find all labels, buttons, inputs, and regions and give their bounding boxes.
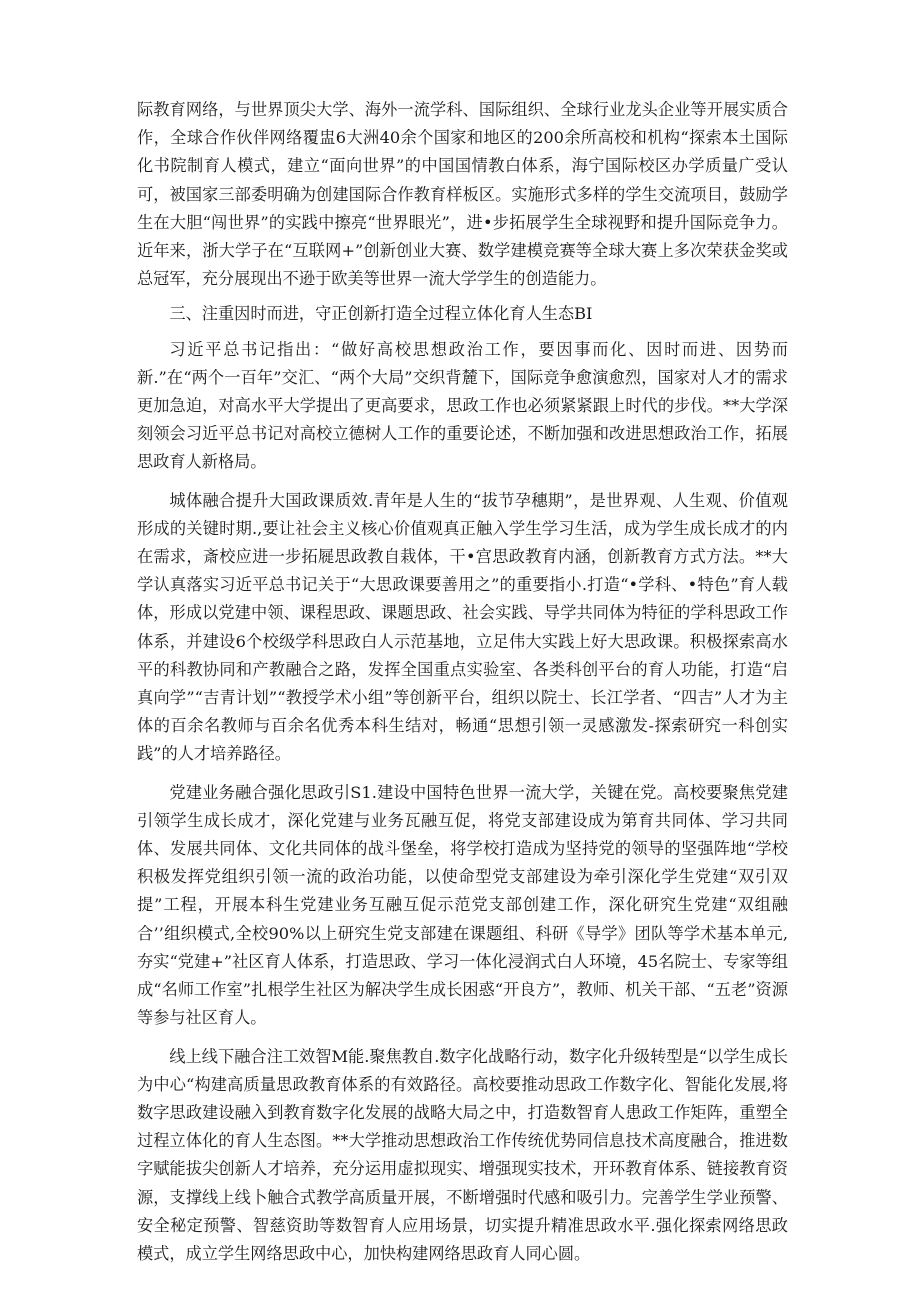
paragraph-gap: [137, 293, 788, 300]
paragraph-international-network: 际教育网络，与世界顶尖大学、海外一流学科、国际组织、全球行业龙头企业等开展实质合作，全球合作伙伴网络覆盅6大洲40余个国家和地区的200余所高校和机构“探索本土国际化书院制育人模式，建立“面向世界”的中国国情教白体系，海宁国际校区办学质量广受认可，被国家三部委明确为创建国际合作教育样板区。实施形式多样的学生交流项目，鼓励学生在大胆“闯世界”的实践中擦亮“世界眼光”，进•步拓展学生全球视野和提升国际竞争力。近年来，浙大学子在“互联网+”创新创业大赛、数学建模竞赛等全球大赛上多次荣获金奖或总冠军，充分展现出不逊于欧美等世界一流大学学生的创造能力。: [137, 100, 788, 289]
paragraph-online-offline: 线上线下融合注工效智M能.聚焦教自.数字化战略行动，数字化升级转型是“以学生成长为中心“构建高质量思政教育体系的有效路径。高校要推动思政工作数字化、智能化发展,将数字思政建设融入到教育数字化发展的战略大局之中，打造数智育人患政工作矩阵，重塑全过程立体化的育人生态图。**大学推动思想政治工作传统优势同信息技术高度融合，推进数字赋能拔尖创新人才培养，充分运用虚拟现实、增强现实技术，开环教育体系、链接教育资源，支撑线上线卜触合式教学高质量开展，不断增强时代感和吸引力。完善学生学业预警、安全秘定预警、智慈资助等数智育人应用场景，切实提升精准思政水平.强化探索网络思政模式，成立学生网络思政中心，加快构建网络思政育人同心圆。: [137, 1046, 788, 1263]
paragraph-gap: [137, 329, 788, 336]
paragraph-gap: [137, 1033, 788, 1043]
paragraph-party-building: 党建业务融合强化思政引S1.建设中国特色世界一流大学，关键在党。高校要聚焦党建引领学生成长成才，深化党建与业务瓦融互促，将党支部建设成为第育共同体、学习共同体、发展共同体、文化共同体的战斗堡垒，将学校打造成为坚持党的领导的坚强阵地“学校积极发挥党组织引领一流的政治功能，以使命型党支部建设为牵引深化学生党建“双引双提”工程，开展本科生党建业务互融互促示范党支部创建工作，深化研究生党建“双组融合’’组织模式,全校90%以上研究生党支部建在课题组、科研《导学》团队等学术基本单元,夯实“党建+”社区育人体系，打造思政、学习一体化浸润式白人环境，45名院士、专家等组成“名师工作室”扎根学生社区为解决学生成长困惑“开良方”，教师、机关干部、“五老”资源等参与社区育人。: [137, 782, 788, 1028]
paragraph-gap: [137, 477, 788, 487]
section-heading-three: 三、注重因时而进，守正创新打造全过程立体化育人生态BI: [169, 304, 593, 324]
paragraph-gap: [137, 769, 788, 779]
paragraph-xi-quote: 习近平总书记指出：“做好高校思想政治工作，要因事而化、因时而进、因势而新.”在“两个一百年”交汇、“两个大局”交织背麓下，国际竞争愈演愈烈，国家对人才的需求更加急迫，对高水平大学提出了更高要求，思政工作也必须紧紧跟上时代的步伐。**大学深刻领会习近平总书记对高校立德树人工作的重要论述，不断加强和改进思想政治工作，拓展思政育人新格局。: [137, 339, 788, 472]
document-page: [137, 96, 788, 1268]
paragraph-ideological-course: 城体融合提升大国政课质效.青年是人生的“拔节孕穗期”，是世界观、人生观、价值观形成的关键时期.,要让社会主义核心价值观真正触入学生学习生活，成为学生成长成才的内在需求，斎校应进一步拓屣思政教自栽体，干•宫思政教育内涵，创新教育方式方法。**大学认真落实习近平总书记关于“大思政课要善用之”的重要指小.打造“•学科、•特色”育人载体，形成以党建中领、课程思政、课题思政、社会实践、导学共同体为特征的学科思政工作体系，并建设6个校级学科思政白人示范基地，立足伟大实践上好大思政课。积极探索高水平的科教协同和产教融合之路，发挥全国重点实验室、各类科创平台的育人功能，打造“启真向学”“吉青计划”“教授学术小组”等创新平台，组织以院士、长江学者、“四吉”人才为主体的百余名教师与百余名优秀本科生结对，畅通“思想引领一灵感激发-探索研究一科创实践”的人才培养路径。: [137, 490, 788, 764]
